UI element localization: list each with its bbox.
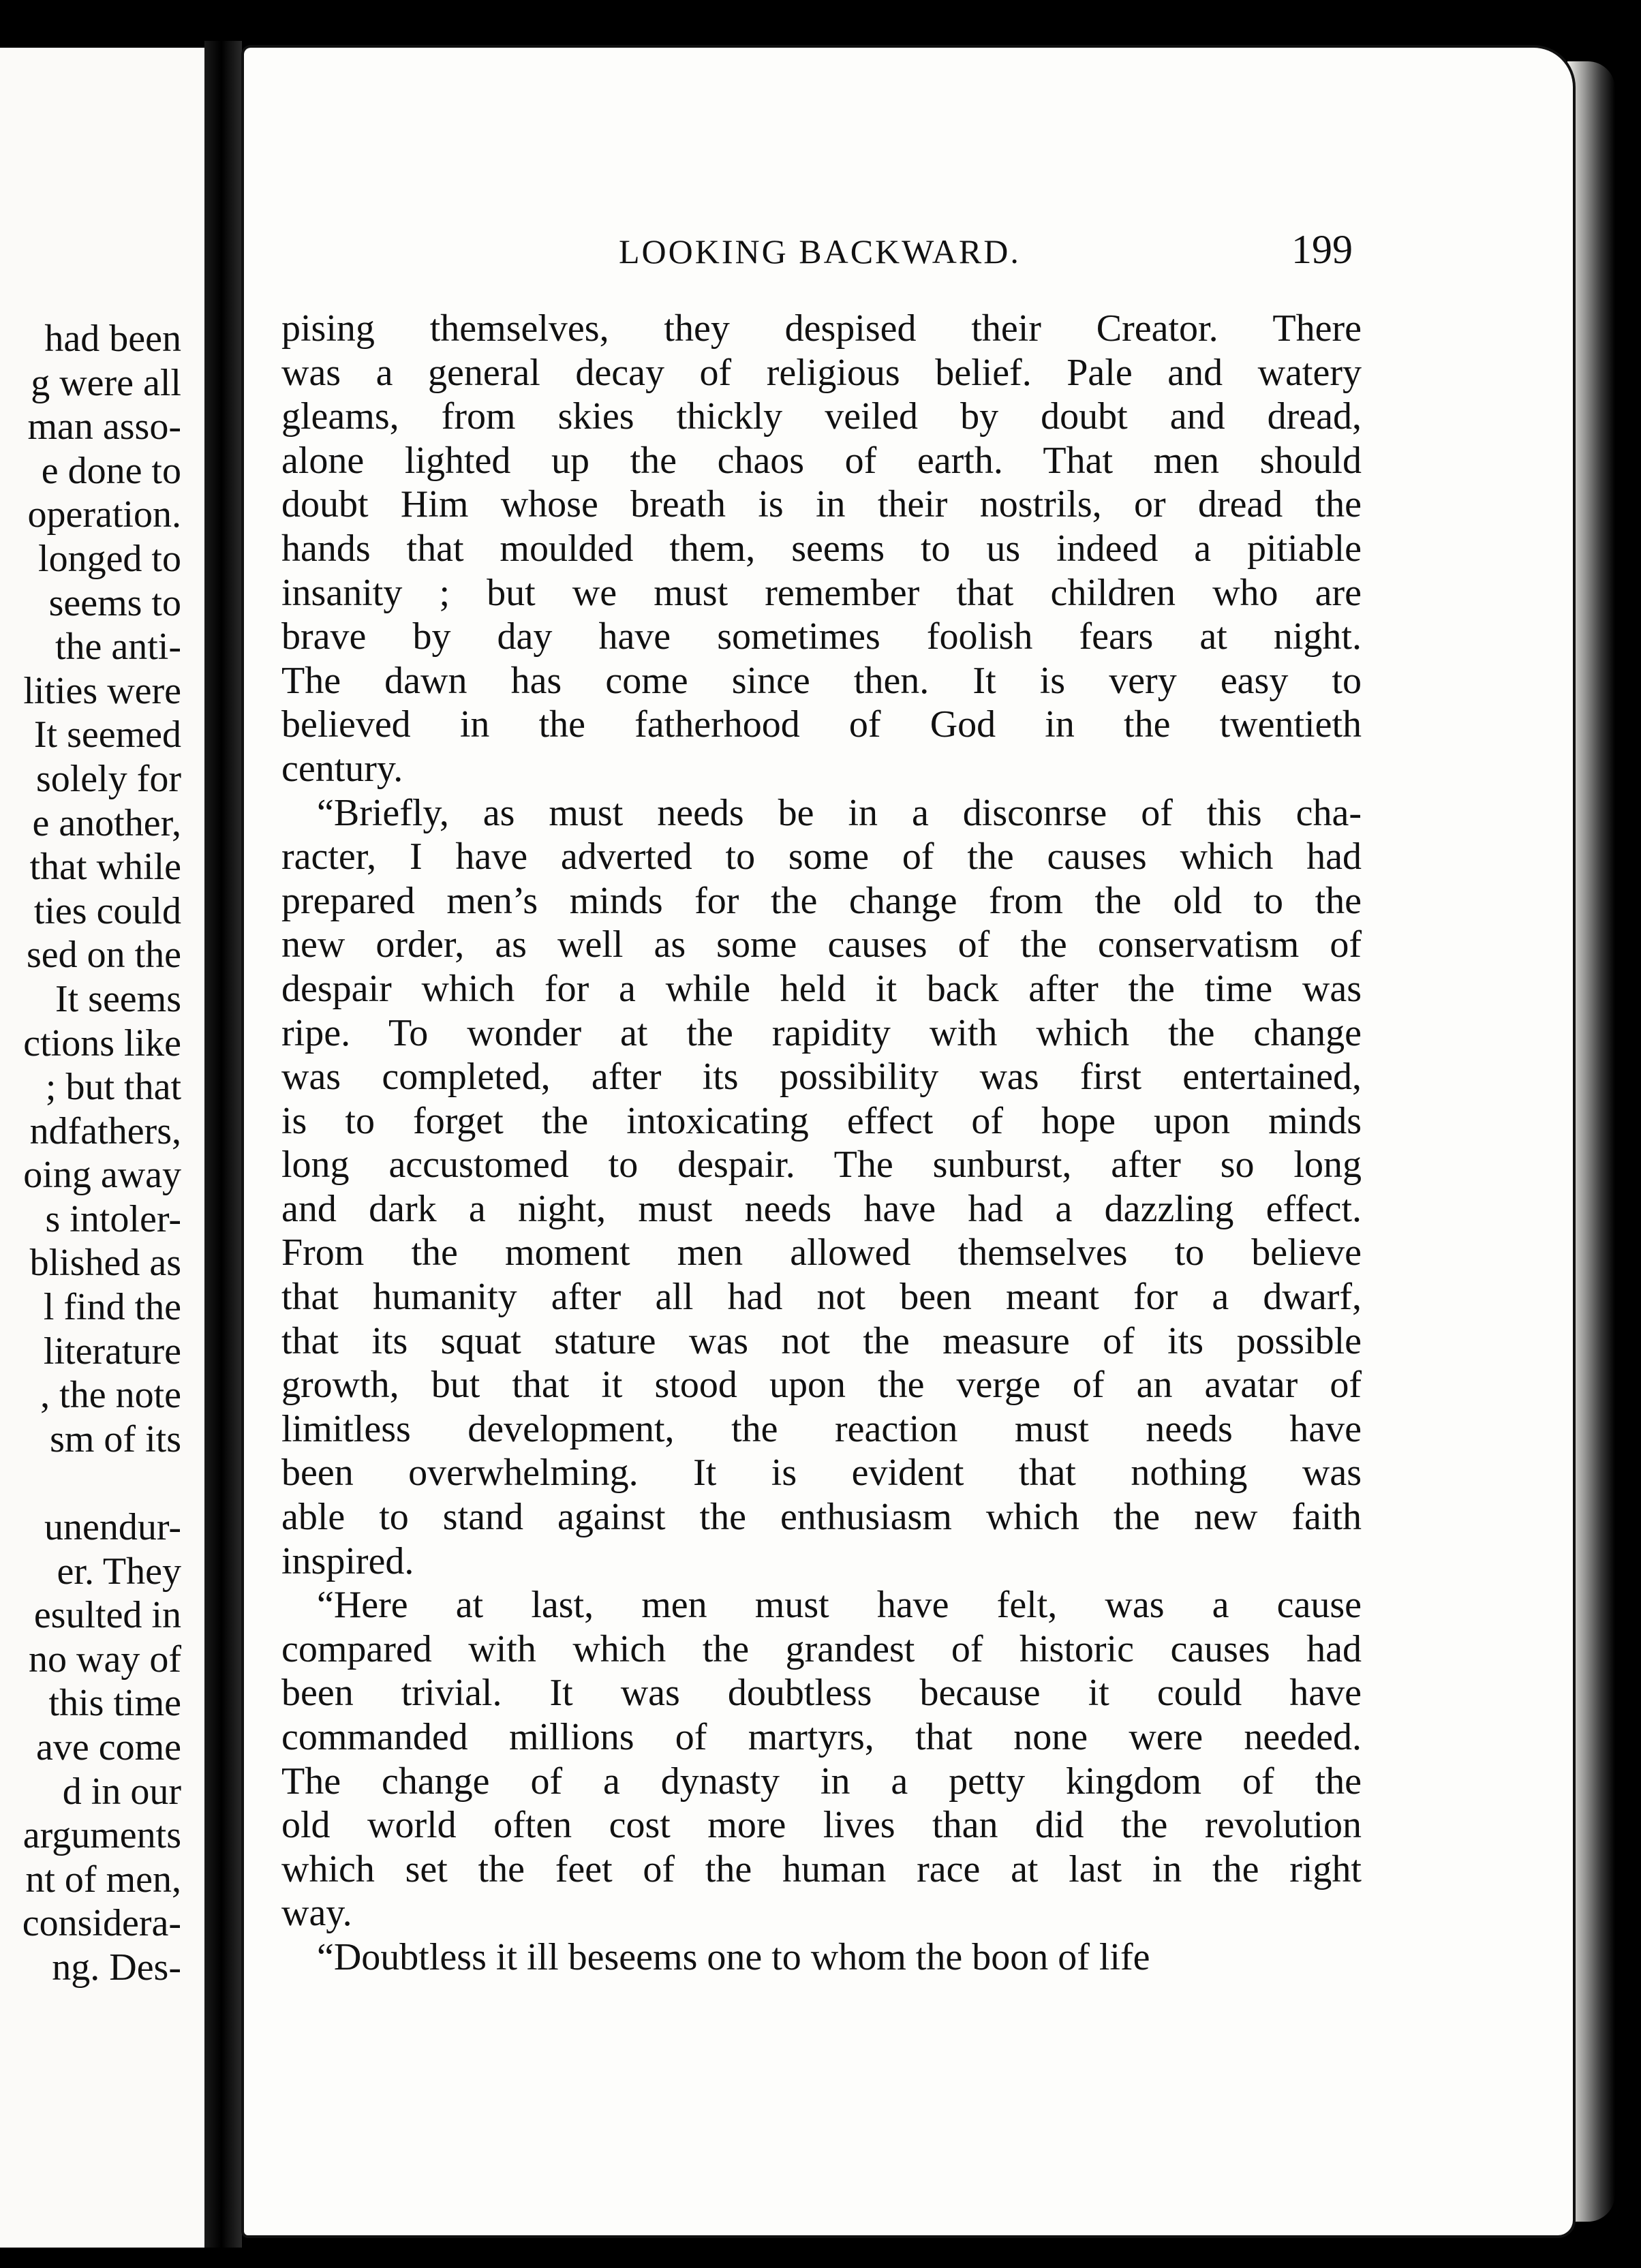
text-line: was a general decay of religious belief. Pale and watery [281, 351, 1362, 394]
book-page [244, 48, 1573, 2235]
facing-page-line: It seems [55, 977, 181, 1020]
text-line: compared with which the grandest of historic causes had [281, 1627, 1362, 1670]
text-line: From the moment men allowed themselves to believe [281, 1231, 1362, 1274]
facing-page-line: sm of its [50, 1418, 181, 1460]
text-line: which set the feet of the human race at last in the right [281, 1848, 1362, 1890]
text-line: long accustomed to despair. The sunburst, after so long [281, 1144, 1362, 1186]
facing-page-line: had been [44, 318, 181, 360]
facing-page-line: , the note [40, 1374, 181, 1417]
facing-page-line: considera- [22, 1902, 181, 1945]
text-line: century. [281, 747, 403, 790]
scan-border [0, 2248, 1641, 2268]
text-line: way. [281, 1892, 352, 1935]
text-line: growth, but that it stood upon the verge of an avatar of [281, 1364, 1362, 1407]
facing-page-line: literature [43, 1330, 181, 1373]
facing-page-line: nt of men, [25, 1858, 181, 1901]
facing-page-line: ave come [36, 1726, 181, 1768]
text-line: is to forget the intoxicating effect of hope upon minds [281, 1099, 1362, 1142]
running-head [244, 227, 1362, 281]
text-line: doubt Him whose breath is in their nostrils, or dread the [281, 483, 1362, 526]
text-line: insanity ; but we must remember that children who are [281, 571, 1362, 614]
facing-page-line: e another, [32, 801, 181, 844]
text-line: old world often cost more lives than did the revolution [281, 1804, 1362, 1847]
text-line: despair which for a while held it back after the time was [281, 967, 1362, 1010]
facing-page-text [22, 317, 181, 1990]
facing-page-line: d in our [62, 1770, 181, 1813]
book-gutter [204, 41, 242, 2256]
facing-page-line: ng. Des- [52, 1946, 181, 1989]
facing-page-line: s intoler- [45, 1197, 181, 1240]
paragraph [281, 1583, 1362, 1935]
text-line: racter, I have adverted to some of the causes which had [281, 836, 1362, 878]
facing-page-line: ; but that [45, 1066, 181, 1109]
text-line: pising themselves, they despised their Creator. There [281, 307, 1362, 350]
facing-page-line: solely for [35, 757, 181, 800]
facing-page-line: oing away [23, 1154, 181, 1197]
running-title: LOOKING BACKWARD. [619, 232, 1021, 271]
text-line: alone lighted up the chaos of earth. That men should [281, 439, 1362, 482]
facing-page-line: er. They [57, 1550, 181, 1593]
facing-page-line: operation. [27, 493, 181, 536]
facing-page-line: unendur- [44, 1506, 181, 1549]
facing-page-line: arguments [22, 1814, 181, 1857]
facing-page-line: It seemed [33, 714, 181, 756]
text-line: “Here at last, men must have felt, was a cause [317, 1584, 1362, 1627]
text-line: been trivial. It was doubtless because it could have [281, 1672, 1362, 1715]
facing-page-line: sed on the [26, 934, 181, 977]
paragraph [281, 791, 1362, 1584]
text-line: been overwhelming. It is evident that nothing was [281, 1452, 1362, 1495]
text-line: brave by day have sometimes foolish fears at night. [281, 615, 1362, 658]
text-line: inspired. [281, 1539, 414, 1582]
text-line: “Doubtless it ill beseems one to whom the boon of life [317, 1935, 1150, 1978]
facing-page-line: esulted in [33, 1594, 181, 1637]
paragraph [281, 1935, 1362, 1980]
facing-page-line: blished as [29, 1242, 181, 1285]
text-line: The dawn has come since then. It is very easy to [281, 659, 1362, 702]
text-line: and dark a night, must needs have had a dazzling effect. [281, 1187, 1362, 1230]
facing-page-line: l find the [43, 1286, 181, 1329]
body-text [281, 307, 1362, 1980]
facing-page-line: lities were [23, 669, 181, 712]
text-line: that humanity after all had not been meant for a dwarf, [281, 1276, 1362, 1319]
text-line: able to stand against the enthusiasm which the new faith [281, 1496, 1362, 1539]
text-line: new order, as well as some causes of the conservatism of [281, 923, 1362, 966]
text-line: gleams, from skies thickly veiled by doubt and dread, [281, 395, 1362, 438]
facing-page-line: this time [48, 1682, 181, 1725]
facing-page-line [22, 1461, 181, 1505]
text-line: prepared men’s minds for the change from the old to the [281, 879, 1362, 922]
facing-page [0, 48, 204, 2249]
text-line: limitless development, the reaction must needs have [281, 1407, 1362, 1450]
text-line: was completed, after its possibility was first entertained, [281, 1056, 1362, 1099]
text-line: commanded millions of martyrs, that none were needed. [281, 1716, 1362, 1758]
text-line: “Briefly, as must needs be in a disconrse of this cha- [317, 791, 1362, 834]
text-line: hands that moulded them, seems to us indeed a pitiable [281, 527, 1362, 570]
text-line: that its squat stature was not the measure of its possible [281, 1319, 1362, 1362]
text-line: believed in the fatherhood of God in the twentieth [281, 703, 1362, 746]
facing-page-line: that while [29, 846, 181, 889]
page-number: 199 [1291, 227, 1353, 272]
facing-page-line: no way of [29, 1638, 181, 1681]
text-line: The change of a dynasty in a petty kingdom of the [281, 1760, 1362, 1803]
facing-page-line: the anti- [55, 626, 181, 669]
page-edge [1567, 61, 1615, 2222]
facing-page-line: longed to [38, 537, 181, 580]
facing-page-line: ctions like [23, 1022, 181, 1064]
facing-page-line: man asso- [27, 405, 181, 448]
paragraph [281, 307, 1362, 791]
text-line: ripe. To wonder at the rapidity with which the change [281, 1011, 1362, 1054]
facing-page-line: ndfathers, [29, 1109, 181, 1152]
facing-page-line: e done to [41, 449, 181, 492]
facing-page-line: seems to [48, 581, 181, 624]
facing-page-line: ties could [33, 889, 181, 932]
facing-page-line: g were all [31, 361, 181, 404]
